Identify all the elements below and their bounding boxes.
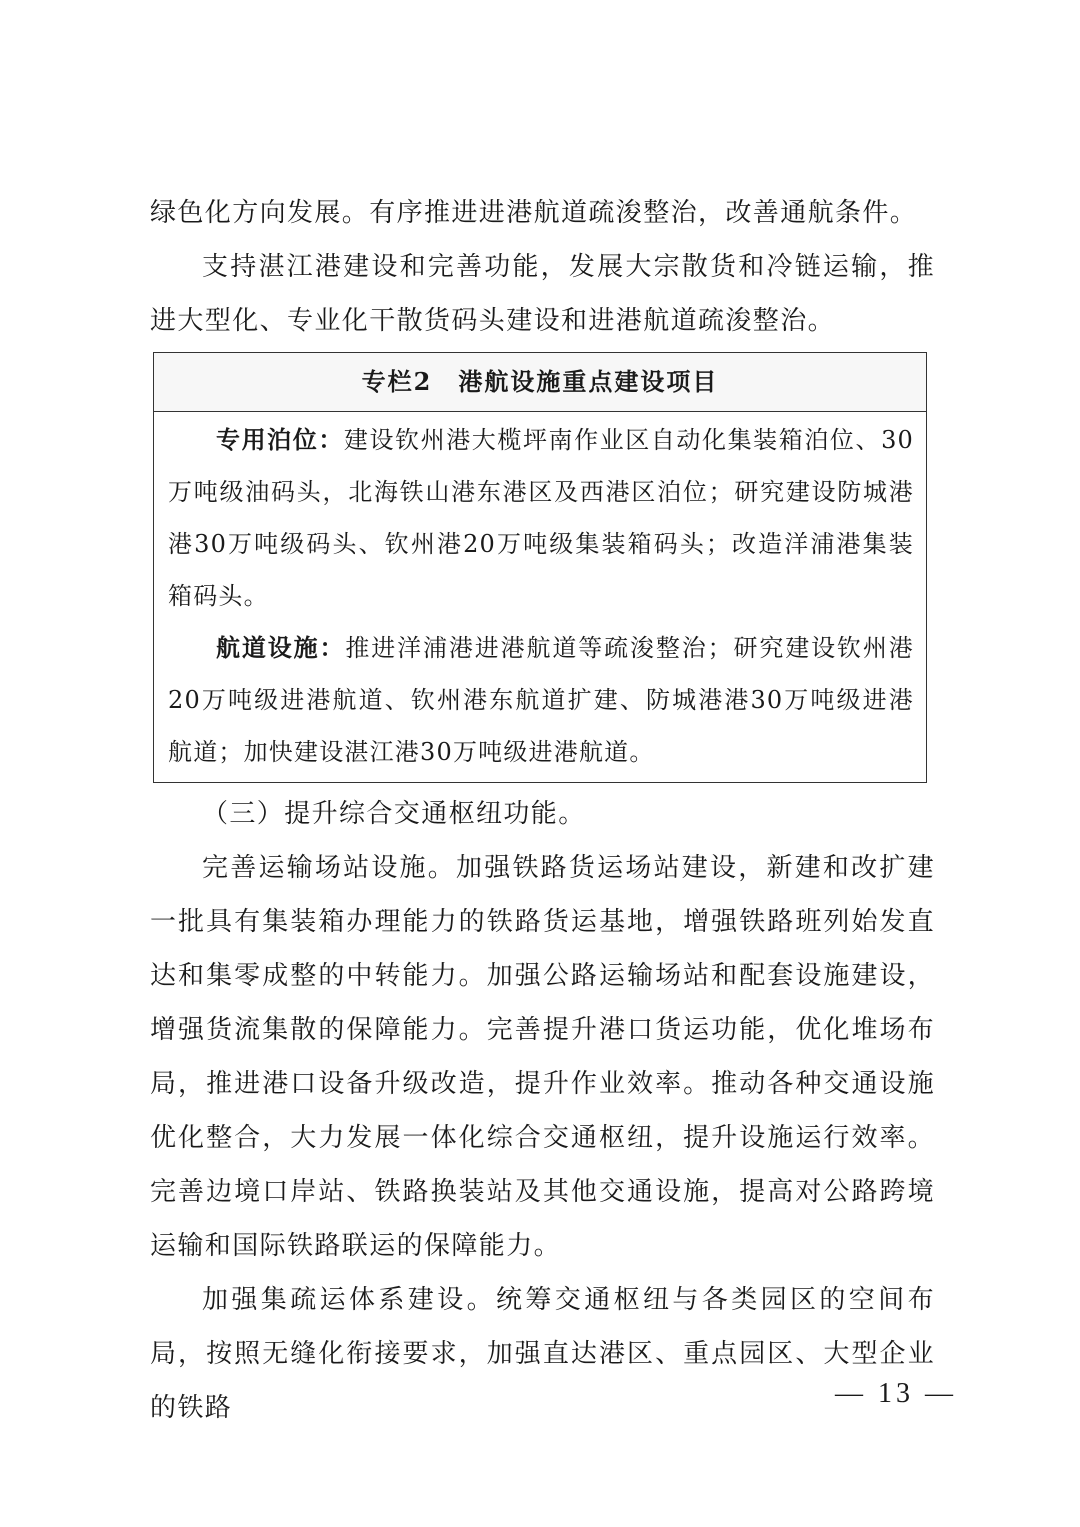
box-item-text: 推进洋浦港进港航道等疏浚整治；研究建设钦州港20万吨级进港航道、钦州港东航道扩建、防城港港30万吨级进港航道；加快建设湛江港30万吨级进港航道。 bbox=[168, 634, 914, 766]
box-item-text: 建设钦州港大榄坪南作业区自动化集装箱泊位、30万吨级油码头，北海铁山港东港区及西港区泊位；研究建设防城港港30万吨级码头、钦州港20万吨级集装箱码头；改造洋浦港集装箱码头。 bbox=[168, 426, 915, 610]
box-item-channels bbox=[168, 622, 914, 778]
box-title-text: 港航设施重点建设项目 bbox=[458, 367, 719, 396]
paragraph-1: 绿色化方向发展。有序推进进港航道疏浚整治，改善通航条件。 bbox=[150, 198, 918, 228]
box-title bbox=[154, 353, 926, 412]
box-item-berths bbox=[168, 414, 914, 622]
document-page bbox=[150, 186, 935, 1435]
paragraph-lead: 完善运输场站设施。 bbox=[202, 853, 457, 883]
box-title-number: 专栏2 bbox=[361, 367, 433, 396]
paragraph-3 bbox=[150, 841, 935, 1273]
page-number: — 13 — bbox=[835, 1378, 957, 1409]
paragraph-4 bbox=[150, 1273, 935, 1435]
section-heading: （三）提升综合交通枢纽功能。 bbox=[202, 799, 586, 829]
paragraph-2: 支持湛江港建设和完善功能，发展大宗散货和冷链运输，推进大型化、专业化干散货码头建设和进港航道疏浚整治。 bbox=[150, 252, 935, 336]
paragraph-text: 加强铁路货运场站建设，新建和改扩建一批具有集装箱办理能力的铁路货运基地，增强铁路班列始发直达和集零成整的中转能力。加强公路运输场站和配套设施建设，增强货流集散的保障能力。完善提升港口货运功能，优化堆场布局，推进港口设备升级改造，提升作业效率。推动各种交通设施优化整合，大力发展一体化综合交通枢纽，提升设施运行效率。完善边境口岸站、铁路换装站及其他交通设施，提高对公路跨境运输和国际铁路联运的保障能力。 bbox=[150, 853, 935, 1261]
paragraph-text: 统筹交通枢纽与各类园区的空间布局，按照无缝化衔接要求，加强直达港区、重点园区、大型企业的铁路 bbox=[150, 1285, 935, 1423]
box-item-label: 航道设施： bbox=[216, 633, 346, 662]
box-body bbox=[154, 412, 926, 782]
paragraph-lead: 加强集疏运体系建设。 bbox=[202, 1285, 496, 1315]
box-item-label: 专用泊位： bbox=[216, 425, 344, 454]
special-column-box bbox=[153, 352, 927, 783]
